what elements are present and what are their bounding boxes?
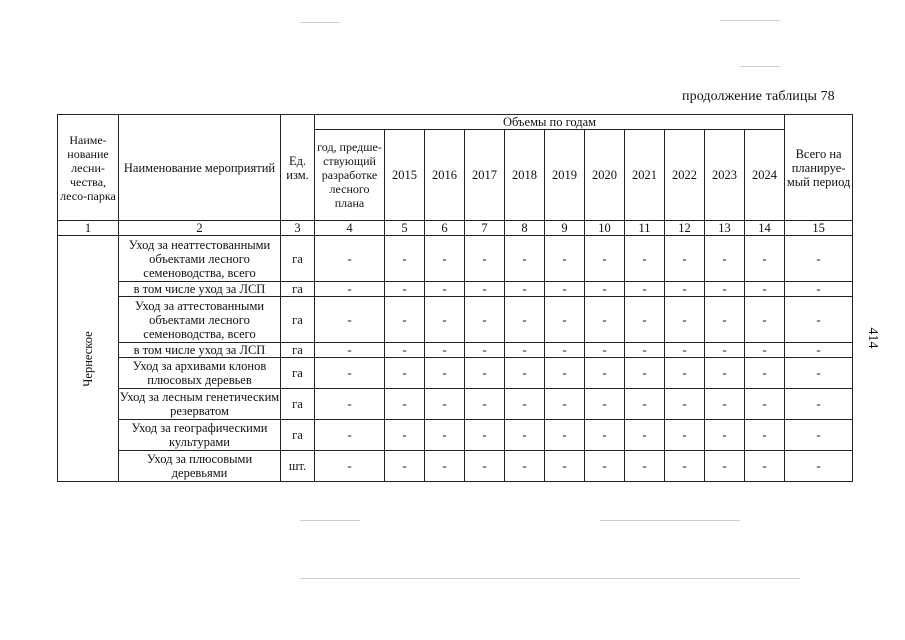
table-row	[58, 343, 853, 358]
value-cell: -	[465, 282, 505, 297]
value-cell: -	[315, 297, 385, 343]
continuation-label: продолжение таблицы 78	[682, 89, 835, 104]
value-cell: -	[545, 451, 585, 482]
value-cell: -	[385, 282, 425, 297]
value-cell: -	[585, 420, 625, 451]
value-cell: -	[585, 236, 625, 282]
value-cell: -	[385, 343, 425, 358]
value-cell: -	[705, 343, 745, 358]
column-number: 13	[705, 221, 745, 236]
table-row	[58, 236, 853, 282]
column-number: 1	[58, 221, 119, 236]
value-cell: -	[625, 389, 665, 420]
value-cell: -	[465, 236, 505, 282]
activity-name: Уход за плюсовыми деревьями	[119, 451, 281, 482]
value-cell: -	[665, 282, 705, 297]
unit-cell: га	[281, 282, 315, 297]
unit-cell: га	[281, 389, 315, 420]
activity-name: в том числе уход за ЛСП	[119, 343, 281, 358]
year-header: 2017	[465, 130, 505, 221]
value-cell: -	[425, 389, 465, 420]
column-number: 15	[785, 221, 853, 236]
value-cell: -	[585, 343, 625, 358]
table-row	[58, 420, 853, 451]
value-cell: -	[705, 236, 745, 282]
value-cell: -	[545, 297, 585, 343]
value-cell: -	[385, 358, 425, 389]
value-cell: -	[585, 451, 625, 482]
value-cell: -	[625, 451, 665, 482]
value-cell: -	[745, 389, 785, 420]
value-cell: -	[505, 358, 545, 389]
value-cell: -	[745, 358, 785, 389]
value-cell: -	[785, 389, 853, 420]
value-cell: -	[665, 358, 705, 389]
value-cell: -	[745, 297, 785, 343]
activity-header: Наименование мероприятий	[119, 115, 281, 221]
activity-name: Уход за лесным генетическим резерватом	[119, 390, 280, 418]
value-cell: -	[315, 420, 385, 451]
column-number: 4	[315, 221, 385, 236]
value-cell: -	[505, 389, 545, 420]
column-number: 10	[585, 221, 625, 236]
value-cell: -	[705, 297, 745, 343]
value-cell: -	[545, 420, 585, 451]
unit-cell: шт.	[281, 451, 315, 482]
value-cell: -	[385, 236, 425, 282]
unit-cell: га	[281, 420, 315, 451]
value-cell: -	[585, 282, 625, 297]
unit-cell: га	[281, 236, 315, 282]
value-cell: -	[505, 451, 545, 482]
value-cell: -	[545, 282, 585, 297]
year-header: 2015	[385, 130, 425, 221]
value-cell: -	[505, 236, 545, 282]
value-cell: -	[465, 451, 505, 482]
value-cell: -	[785, 282, 853, 297]
activity-name: Уход за географическими культурами	[119, 420, 281, 451]
value-cell: -	[425, 358, 465, 389]
value-cell: -	[545, 358, 585, 389]
value-cell: -	[465, 358, 505, 389]
value-cell: -	[315, 451, 385, 482]
column-number: 7	[465, 221, 505, 236]
table-row	[58, 358, 853, 389]
table-row	[58, 451, 853, 482]
value-cell: -	[625, 420, 665, 451]
page-number: 414	[865, 327, 880, 349]
column-number: 6	[425, 221, 465, 236]
year-header: 2016	[425, 130, 465, 221]
prev-year-header: год, предше-ствующий разработке лесного плана	[315, 130, 385, 221]
value-cell: -	[705, 389, 745, 420]
value-cell: -	[315, 282, 385, 297]
unit-header: Ед. изм.	[281, 115, 315, 221]
value-cell: -	[665, 236, 705, 282]
unit-cell: га	[281, 343, 315, 358]
value-cell: -	[745, 343, 785, 358]
table-row	[58, 297, 853, 343]
value-cell: -	[425, 236, 465, 282]
value-cell: -	[705, 282, 745, 297]
value-cell: -	[745, 451, 785, 482]
value-cell: -	[665, 343, 705, 358]
value-cell: -	[315, 389, 385, 420]
table-row	[58, 282, 853, 297]
volumes-by-year-header: Объемы по годам	[315, 115, 785, 130]
value-cell: -	[665, 389, 705, 420]
value-cell: -	[665, 420, 705, 451]
activity-name: Уход за аттестованными объектами лесного семеноводства, всего	[119, 297, 281, 343]
value-cell: -	[545, 236, 585, 282]
value-cell: -	[745, 420, 785, 451]
value-cell: -	[785, 236, 853, 282]
value-cell: -	[385, 451, 425, 482]
value-cell: -	[585, 358, 625, 389]
value-cell: -	[425, 451, 465, 482]
column-number: 9	[545, 221, 585, 236]
activity-name: Уход за неаттестованными объектами лесного семеноводства, всего	[119, 236, 281, 282]
value-cell: -	[425, 420, 465, 451]
column-number: 12	[665, 221, 705, 236]
value-cell: -	[385, 420, 425, 451]
value-cell: -	[465, 389, 505, 420]
value-cell: -	[785, 451, 853, 482]
value-cell: -	[745, 236, 785, 282]
value-cell: -	[545, 389, 585, 420]
value-cell: -	[665, 451, 705, 482]
value-cell: -	[385, 389, 425, 420]
value-cell: -	[585, 389, 625, 420]
value-cell: -	[705, 420, 745, 451]
total-header: Всего на планируе-мый период	[785, 115, 853, 221]
value-cell: -	[315, 236, 385, 282]
unit-cell: га	[281, 358, 315, 389]
year-header: 2018	[505, 130, 545, 221]
value-cell: -	[785, 358, 853, 389]
value-cell: -	[745, 282, 785, 297]
value-cell: -	[705, 451, 745, 482]
value-cell: -	[505, 343, 545, 358]
value-cell: -	[785, 297, 853, 343]
column-number: 14	[745, 221, 785, 236]
column-number: 8	[505, 221, 545, 236]
activity-name: в том числе уход за ЛСП	[119, 282, 281, 297]
value-cell: -	[465, 297, 505, 343]
value-cell: -	[505, 282, 545, 297]
value-cell: -	[545, 343, 585, 358]
year-header: 2022	[665, 130, 705, 221]
column-number-row	[58, 221, 853, 236]
value-cell: -	[625, 297, 665, 343]
value-cell: -	[425, 282, 465, 297]
year-header: 2019	[545, 130, 585, 221]
year-header: 2024	[745, 130, 785, 221]
value-cell: -	[425, 343, 465, 358]
unit-cell: га	[281, 297, 315, 343]
value-cell: -	[625, 358, 665, 389]
value-cell: -	[665, 297, 705, 343]
value-cell: -	[425, 297, 465, 343]
value-cell: -	[785, 343, 853, 358]
value-cell: -	[465, 420, 505, 451]
table-row	[58, 389, 853, 420]
forestry-name: Чернеское	[81, 330, 95, 387]
value-cell: -	[315, 343, 385, 358]
value-cell: -	[705, 358, 745, 389]
column-number: 11	[625, 221, 665, 236]
forest-seed-care-table	[57, 114, 853, 482]
year-header: 2021	[625, 130, 665, 221]
forestry-header: Наиме-нование лесни-чества, лесо-парка	[58, 115, 119, 221]
value-cell: -	[625, 236, 665, 282]
value-cell: -	[385, 297, 425, 343]
value-cell: -	[625, 282, 665, 297]
column-number: 2	[119, 221, 281, 236]
value-cell: -	[315, 358, 385, 389]
column-number: 5	[385, 221, 425, 236]
column-number: 3	[281, 221, 315, 236]
value-cell: -	[785, 420, 853, 451]
value-cell: -	[505, 420, 545, 451]
year-header: 2020	[585, 130, 625, 221]
value-cell: -	[625, 343, 665, 358]
forestry-cell	[58, 236, 119, 482]
value-cell: -	[465, 343, 505, 358]
year-header: 2023	[705, 130, 745, 221]
activity-name: Уход за архивами клонов плюсовых деревьев	[119, 358, 281, 389]
value-cell: -	[585, 297, 625, 343]
value-cell: -	[505, 297, 545, 343]
